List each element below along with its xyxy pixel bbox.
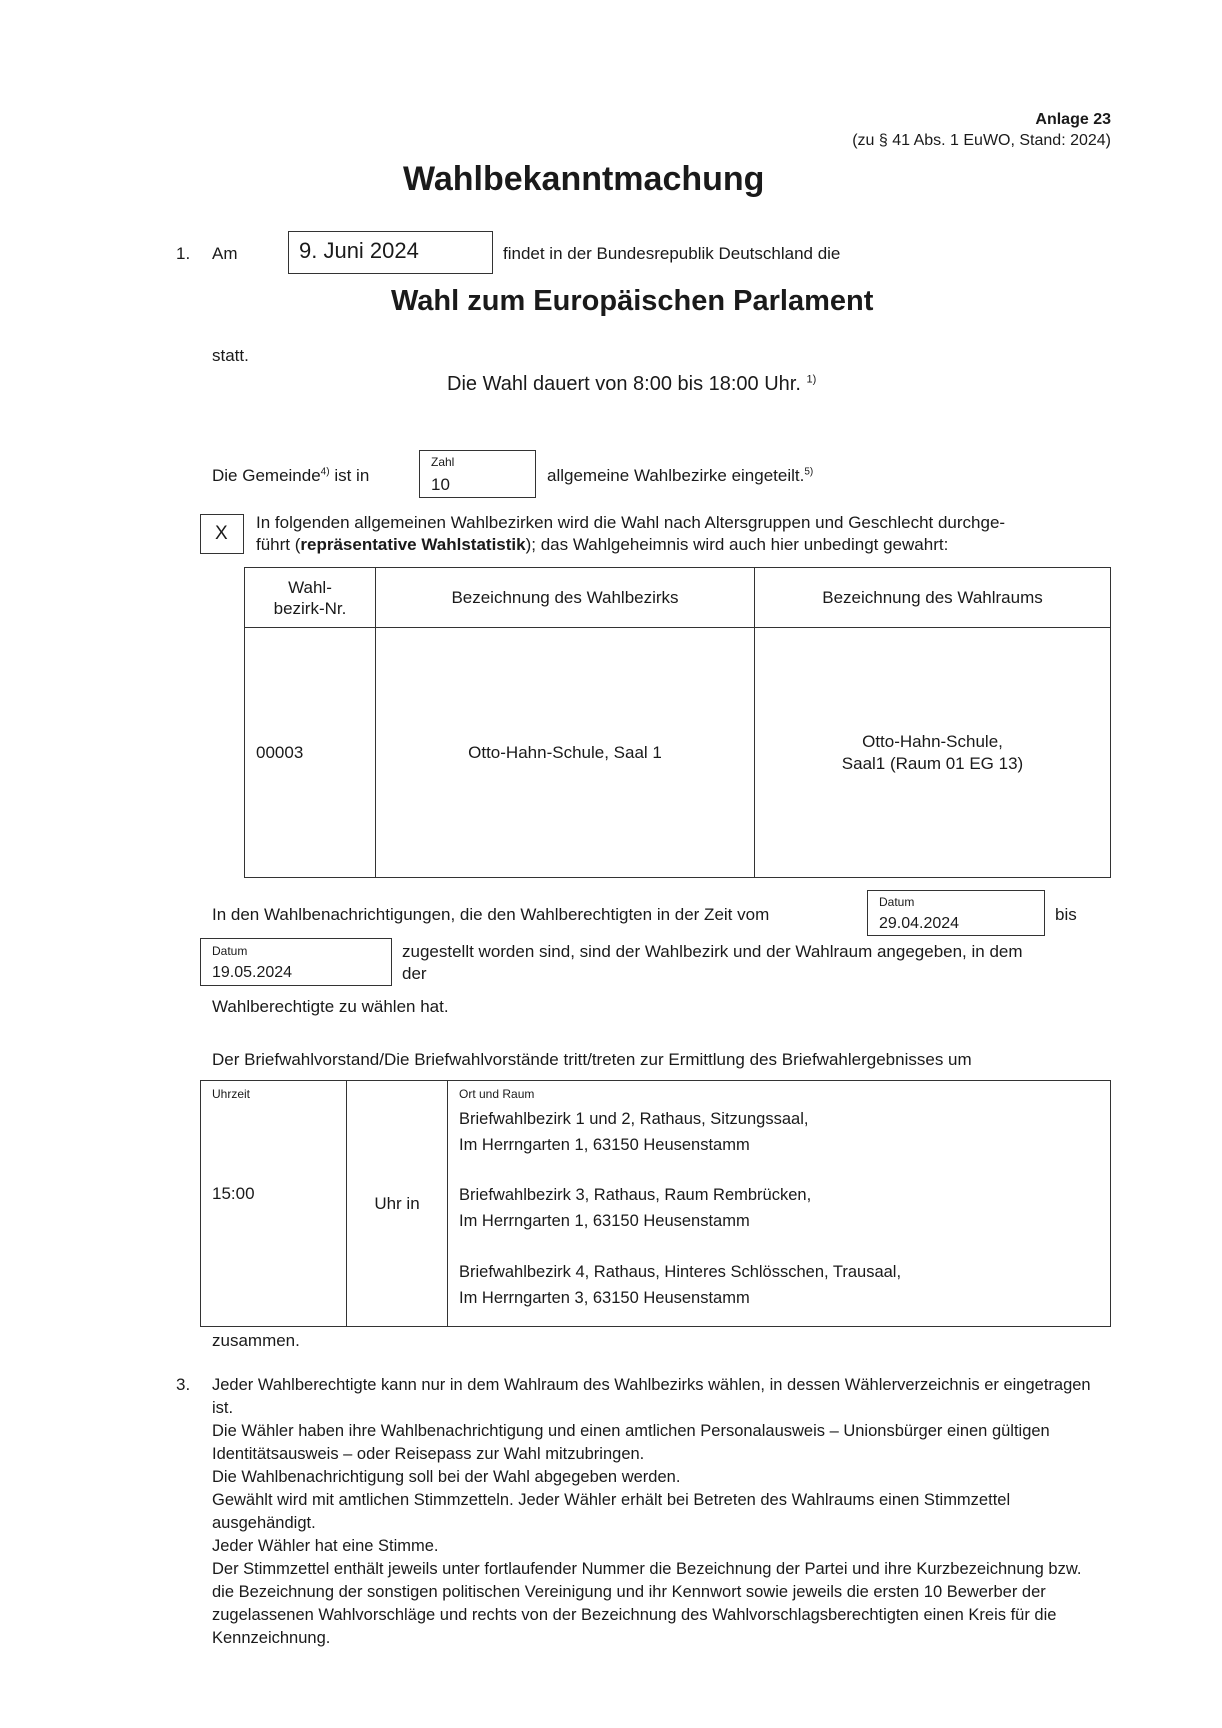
header-nr: Wahl- bezirk-Nr.	[245, 568, 376, 628]
gemeinde-suffix: ist in	[334, 466, 370, 485]
date-to-field[interactable]	[200, 938, 392, 986]
zugestellt-line-1: zugestellt worden sind, sind der Wahlbezirk und der Wahlraum angegeben, in dem	[402, 942, 1023, 961]
location-3	[459, 1259, 901, 1311]
paragraph: Der Stimmzettel enthält jeweils unter fortlaufender Nummer die Bezeichnung der Partei und ihre Kurzbezeichnung bzw. die Bezeichnung der sonstigen politischen Vereinigung und ihr Kennwort sowie jeweils die ersten 10 Bewerber der zugelassenen Wahlvorschläge und rechts von der Bezeichnung des Wahlvorschlagsberechtigten einen Kreis für die Kennzeichnung.	[212, 1560, 1082, 1647]
table-row	[245, 628, 1111, 878]
briefwahl-intro: Der Briefwahlvorstand/Die Briefwahlvorstände tritt/treten zur Ermittlung des Briefwahlergebnisses um	[212, 1050, 972, 1069]
cell-raum-line-2: Saal1 (Raum 01 EG 13)	[841, 753, 1024, 773]
statistik-text-b: ); das Wahlgeheimnis wird auch hier unbedingt gewahrt:	[525, 535, 949, 554]
section-3-number: 3.	[176, 1375, 191, 1394]
location-2-line-1: Briefwahlbezirk 3, Rathaus, Raum Rembrücken,	[459, 1186, 812, 1204]
location-1-line-2: Im Herrngarten 1, 63150 Heusenstamm	[459, 1136, 750, 1154]
paragraph: Die Wähler haben ihre Wahlbenachrichtigung und einen amtlichen Personalausweis – Unionsbürger einen gültigen Identitätsausweis – oder Reisepass zur Wahl mitzubringen.	[212, 1422, 1050, 1463]
gemeinde-text	[212, 465, 369, 486]
location-3-line-1: Briefwahlbezirk 4, Rathaus, Hinteres Schlösschen, Trausaal,	[459, 1263, 902, 1281]
election-date-value: 9. Juni 2024	[299, 238, 419, 263]
zahl-field[interactable]	[419, 450, 536, 498]
gemeinde-label: Die Gemeinde	[212, 466, 321, 485]
election-title: Wahl zum Europäischen Parlament	[391, 285, 874, 317]
date-from-value: 29.04.2024	[879, 915, 960, 932]
election-date-field[interactable]	[288, 231, 493, 274]
page-title: Wahlbekanntmachung	[403, 160, 765, 198]
duration-label: Die Wahl dauert von 8:00 bis 18:00 Uhr.	[447, 373, 801, 395]
ort-cell	[448, 1081, 1111, 1327]
anlage-reference: (zu § 41 Abs. 1 EuWO, Stand: 2024)	[852, 132, 1111, 149]
uhrzeit-label: Uhrzeit	[212, 1087, 251, 1101]
bezirke-footnote: 5)	[804, 466, 814, 478]
statistik-line-1: In folgenden allgemeinen Wahlbezirken wird die Wahl nach Altersgruppen und Geschlecht durchge-	[256, 513, 1006, 532]
uhrzeit-cell	[201, 1081, 347, 1327]
location-3-line-2: Im Herrngarten 3, 63150 Heusenstamm	[459, 1289, 750, 1307]
zugestellt-line-2: der	[402, 964, 427, 983]
location-2-line-2: Im Herrngarten 1, 63150 Heusenstamm	[459, 1212, 750, 1230]
cell-nr: 00003	[245, 628, 376, 878]
bis-text: bis	[1055, 905, 1077, 924]
location-1-line-1: Briefwahlbezirk 1 und 2, Rathaus, Sitzungssaal,	[459, 1110, 809, 1128]
cell-raum	[755, 628, 1111, 878]
paragraph: Gewählt wird mit amtlichen Stimmzetteln. Jeder Wähler erhält bei Betreten des Wahlraums einen Stimmzettel ausgehändigt.	[212, 1491, 1011, 1532]
location-1	[459, 1106, 808, 1158]
ort-label: Ort und Raum	[459, 1087, 535, 1101]
checkbox-mark: X	[215, 523, 228, 544]
date-to-value: 19.05.2024	[212, 964, 293, 981]
uhr-in-cell	[347, 1081, 448, 1327]
statistik-bold: repräsentative Wahlstatistik	[300, 535, 526, 554]
benachrichtigung-text: In den Wahlbenachrichtigungen, die den Wahlberechtigten in der Zeit vom	[212, 905, 770, 924]
uhr-in-text: Uhr in	[374, 1193, 420, 1213]
section-1-number: 1.	[176, 244, 191, 263]
header-raum: Bezeichnung des Wahlraums	[755, 568, 1111, 628]
zusammen-text: zusammen.	[212, 1331, 300, 1350]
zahl-label: Zahl	[431, 455, 455, 469]
gemeinde-footnote: 4)	[320, 466, 330, 478]
after-date-text: findet in der Bundesrepublik Deutschland die	[503, 244, 841, 263]
statistik-checkbox[interactable]	[200, 514, 244, 554]
table-header-row	[245, 568, 1111, 628]
paragraph: Jeder Wahlberechtigte kann nur in dem Wahlraum des Wahlbezirks wählen, in dessen Wählerverzeichnis er eingetragen ist.	[212, 1376, 1091, 1417]
section-3-body	[212, 1374, 1092, 1650]
wahlbezirk-table	[244, 567, 1111, 878]
duration-footnote: 1)	[806, 373, 817, 386]
briefwahl-table	[200, 1080, 1111, 1327]
date-to-label: Datum	[212, 944, 248, 958]
date-from-field[interactable]	[867, 890, 1045, 936]
statistik-text-a: führt (	[256, 535, 301, 554]
am-label: Am	[212, 244, 238, 263]
header-bezirk: Bezeichnung des Wahlbezirks	[376, 568, 755, 628]
zahl-value: 10	[431, 475, 450, 494]
paragraph: Jeder Wähler hat eine Stimme.	[212, 1537, 439, 1555]
date-from-label: Datum	[879, 895, 915, 909]
time-value: 15:00	[212, 1184, 255, 1203]
statt-text: statt.	[212, 346, 249, 365]
zugestellt-line-3: Wahlberechtigte zu wählen hat.	[212, 997, 449, 1016]
bezirke-text	[547, 465, 813, 486]
location-2	[459, 1182, 811, 1234]
duration-text	[447, 373, 816, 396]
bezirke-label: allgemeine Wahlbezirke eingeteilt.	[547, 466, 805, 485]
paragraph: Die Wahlbenachrichtigung soll bei der Wahl abgegeben werden.	[212, 1468, 681, 1486]
cell-raum-line-1: Otto-Hahn-Schule,	[862, 731, 1003, 751]
anlage-label: Anlage 23	[1035, 111, 1111, 128]
cell-bezirk: Otto-Hahn-Schule, Saal 1	[376, 628, 755, 878]
statistik-line-2	[256, 534, 948, 555]
